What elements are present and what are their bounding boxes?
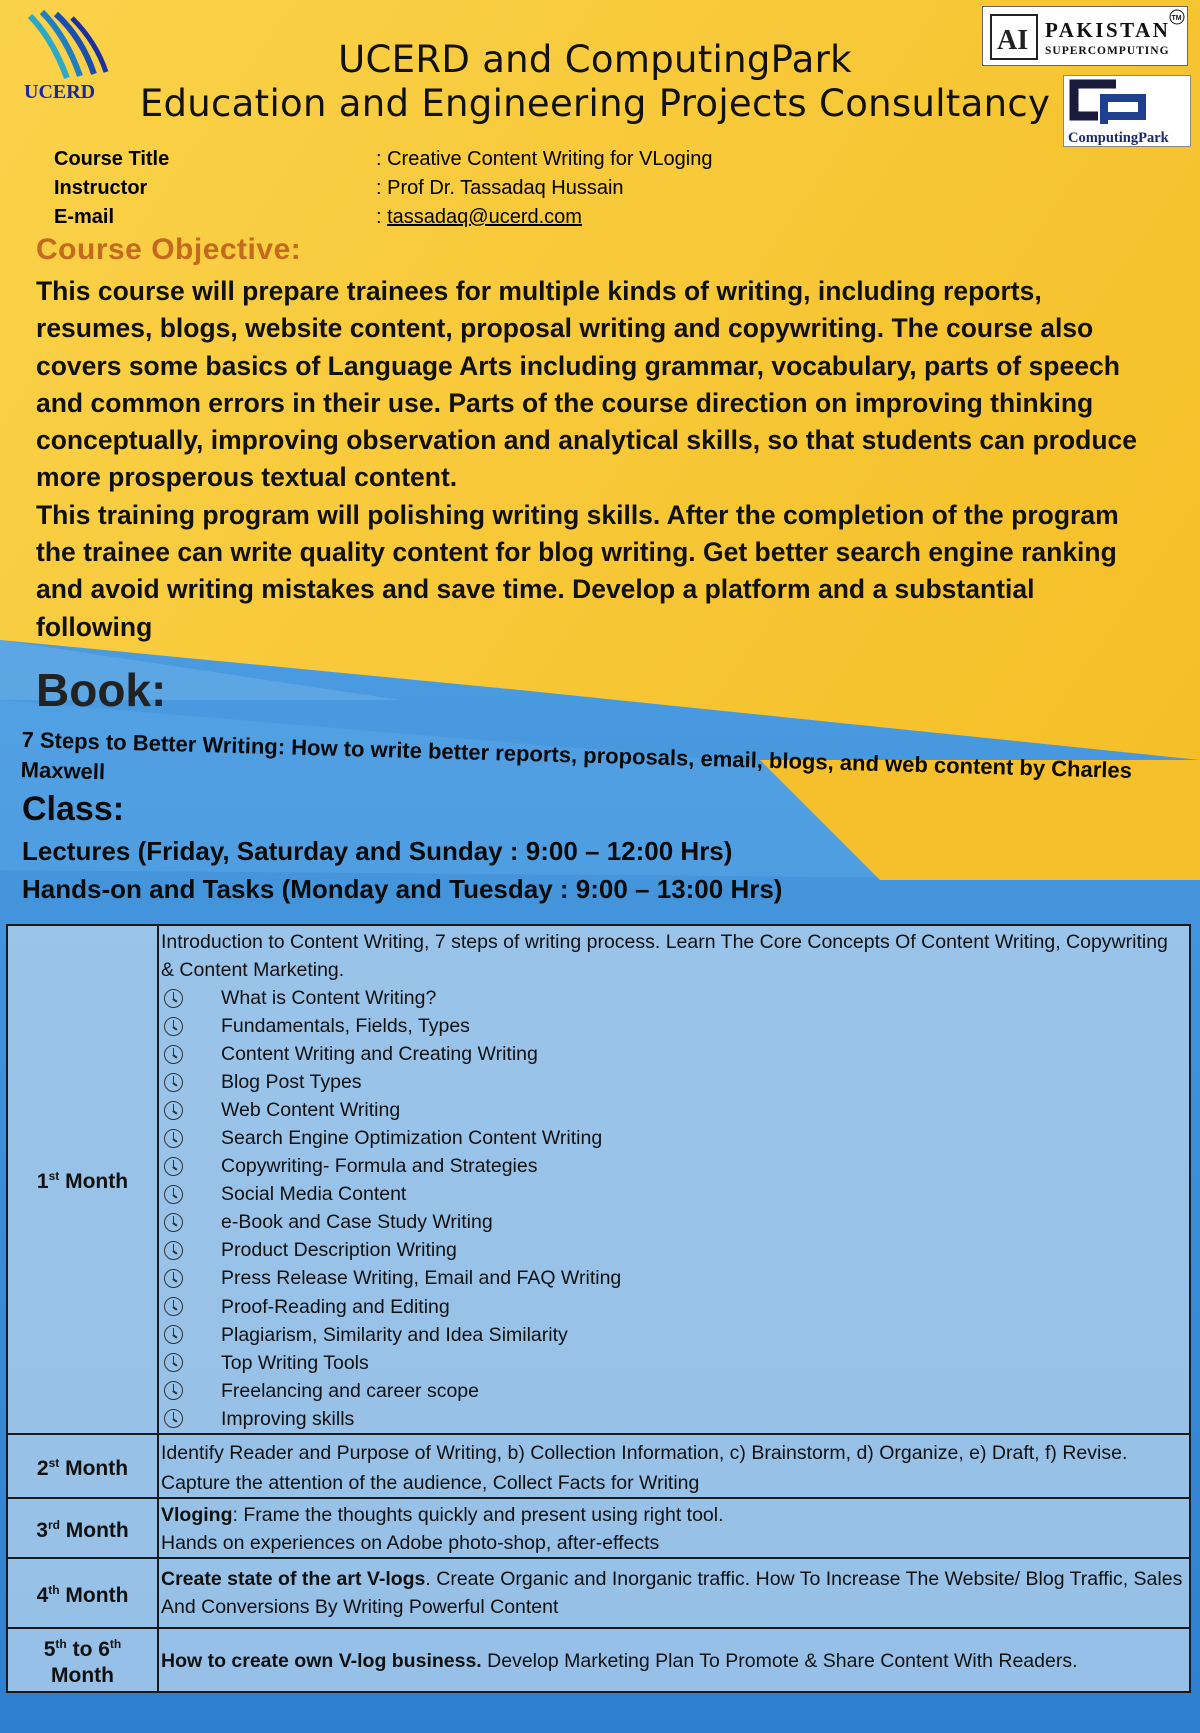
topic-label: Top Writing Tools [221,1351,369,1374]
email-row [54,203,712,232]
month4-rest: . Create Organic and Inorganic traffic. How To Increase The Website/ Blog Traffic, Sales And Conversions By Writing Powerful Content [161,1567,1183,1618]
clock-icon [164,1017,183,1036]
clock-icon [164,1353,183,1372]
schedule-row-month2 [7,1434,1190,1498]
clock-icon [164,1101,183,1120]
month2-content [158,1434,1190,1498]
topic-label: Copywriting- Formula and Strategies [221,1155,538,1178]
topic-label: Product Description Writing [221,1239,457,1262]
month56-word: Month [51,1663,114,1687]
topic-label: Content Writing and Creating Writing [221,1043,538,1066]
class-lectures: Lectures (Friday, Saturday and Sunday : 9:00 – 12:00 Hrs) [22,836,733,866]
class-heading: Class: [22,790,125,828]
topic-label: e-Book and Case Study Writing [221,1211,493,1234]
month3-rest: : Frame the thoughts quickly and present using right tool. [232,1503,724,1526]
instructor-value: : Prof Dr. Tassadaq Hussain [376,177,624,199]
clock-icon [164,1269,183,1288]
ucerd-logo-text: UCERD [24,81,96,100]
topic-item [161,1208,1185,1236]
topic-label: Web Content Writing [221,1099,401,1122]
topic-item [161,1124,1185,1152]
topic-item [161,1180,1185,1208]
book-heading: Book: [36,664,167,716]
title-line-2: Education and Engineering Projects Consultancy [139,82,1051,125]
topic-label: Social Media Content [221,1183,407,1206]
month1-sup: st [48,1169,60,1184]
month3-line1 [161,1501,1185,1529]
month4-num: 4 [36,1583,49,1607]
clock-icon [164,1325,183,1344]
class-handson: Hands-on and Tasks (Monday and Tuesday : 9:00 – 13:00 Hrs) [22,874,783,904]
clock-icon [164,989,183,1008]
month56-rest: Develop Marketing Plan To Promote & Share Content With Readers. [481,1649,1078,1672]
month-label-3 [7,1498,158,1558]
month2-line1: Identify Reader and Purpose of Writing, b) Collection Information, c) Brainstorm, d) Organize, e) Draft, f) Revise. [161,1441,1128,1464]
topic-item [161,1040,1185,1068]
pakistan-logo-sub: SUPERCOMPUTING [1045,45,1170,57]
pakistan-logo-text: PAKISTAN [1045,18,1171,42]
topic-label: Plagiarism, Similarity and Idea Similarity [221,1323,568,1346]
month-label-5-6 [7,1628,158,1692]
topic-label: Freelancing and career scope [221,1379,479,1402]
pakistan-logo-tm: TM [1171,15,1182,22]
email-link[interactable]: tassadaq@ucerd.com [387,206,582,228]
topic-item [161,1096,1185,1124]
month56-num1: 5 [43,1637,56,1661]
schedule-row-month5-6 [7,1628,1190,1692]
month3-sup: rd [47,1517,60,1532]
month3-word: Month [59,1518,129,1542]
course-info [54,145,712,232]
clock-icon [164,1073,183,1092]
clock-icon [164,1297,183,1316]
topic-label: Fundamentals, Fields, Types [221,1015,470,1038]
clock-icon [164,1409,183,1428]
topic-item [161,1377,1185,1405]
topic-item [161,1264,1185,1292]
computingpark-logo-graphic [1064,76,1192,148]
clock-icon [164,1185,183,1204]
instructor-row [54,174,712,203]
course-title-row [54,145,712,174]
month4-word: Month [59,1583,129,1607]
ucerd-logo [22,8,122,100]
month2-num: 2 [36,1456,49,1480]
email-value-wrap [376,203,582,232]
month-label-4 [7,1558,158,1628]
month1-word: Month [59,1170,129,1194]
topic-item [161,1236,1185,1264]
objective-paragraph-2: This training program will polishing writing skills. After the completion of the program the trainee can write quality content for blog writing. Get better search engine ranking and avoid writing mistakes and save time. Develop a platform and a substantial following [36,499,1119,642]
topic-item [161,1293,1185,1321]
month4-content [158,1558,1190,1628]
objective-text [36,273,1156,646]
objective-heading: Course Objective: [36,233,302,266]
topic-item [161,1405,1185,1433]
topic-item [161,1321,1185,1349]
month56-sup1: th [55,1636,67,1651]
month4-sup: th [48,1582,60,1597]
topic-label: What is Content Writing? [221,987,437,1010]
month56-bold: How to create own V-log business. [161,1649,482,1672]
computingpark-logo-text: ComputingPark [1068,130,1169,146]
clock-icon [164,1381,183,1400]
pakistan-logo-ai: AI [997,25,1029,56]
page-title [130,38,1060,126]
topic-item [161,1152,1185,1180]
topic-item [161,1349,1185,1377]
schedule-table [6,924,1191,1693]
month56-sup2: th [109,1636,122,1651]
topic-label: Press Release Writing, Email and FAQ Writing [221,1267,622,1290]
clock-icon [164,1241,183,1260]
topic-item [161,1012,1185,1040]
title-line-1: UCERD and ComputingPark [338,38,852,81]
course-title-value: : Creative Content Writing for VLoging [376,148,713,170]
email-prefix: : [376,206,388,228]
ucerd-logo-graphic [22,8,122,100]
topic-label: Blog Post Types [221,1071,362,1094]
month1-intro: Introduction to Content Writing, 7 steps of writing process. Learn The Core Concepts Of Content Writing, Copywriting & Content Marketing. [161,931,1168,981]
schedule-row-month1 [7,925,1190,1434]
topic-item [161,984,1185,1012]
month-label-2 [7,1434,158,1498]
month3-num: 3 [36,1518,48,1542]
email-label: E-mail [54,206,115,228]
month3-line2: Hands on experiences on Adobe photo-shop, after-effects [161,1531,660,1554]
clock-icon [164,1157,183,1176]
topic-label: Search Engine Optimization Content Writing [221,1127,603,1150]
topic-item [161,1068,1185,1096]
month2-sup: st [48,1455,60,1470]
month2-word: Month [59,1456,129,1480]
month2-line2: Capture the attention of the audience, Collect Facts for Writing [161,1471,700,1494]
schedule-row-month3 [7,1498,1190,1558]
month-label-1 [7,925,158,1434]
computingpark-logo [1063,75,1191,147]
course-title-label: Course Title [54,148,170,170]
schedule-row-month4 [7,1558,1190,1628]
instructor-label: Instructor [54,177,148,199]
objective-paragraph-1: This course will prepare trainees for multiple kinds of writing, including reports, resumes, blogs, website content, proposal writing and copywriting. The course also covers some basics of Language Arts including grammar, vocabulary, parts of speech and common errors in their use. Parts of the course direction on improving thinking conceptually, improving observation and analytical skills, so that students can produce more prosperous textual content. [36,276,1137,493]
clock-icon [164,1129,183,1148]
topic-label: Improving skills [221,1407,355,1430]
month1-num: 1 [36,1170,49,1194]
clock-icon [164,1045,183,1064]
month3-bold: Vloging [161,1503,233,1526]
month1-content [158,925,1190,1434]
topic-label: Proof-Reading and Editing [221,1295,450,1318]
month4-bold: Create state of the art V-logs [161,1567,426,1590]
month3-content [158,1498,1190,1558]
clock-icon [164,1213,183,1232]
month56-content [158,1628,1190,1692]
book-text: 7 Steps to Better Writing: How to write better reports, proposals, email, blogs, and web content by Charles Maxwell [20,726,1133,785]
month56-mid: to 6 [66,1637,110,1661]
